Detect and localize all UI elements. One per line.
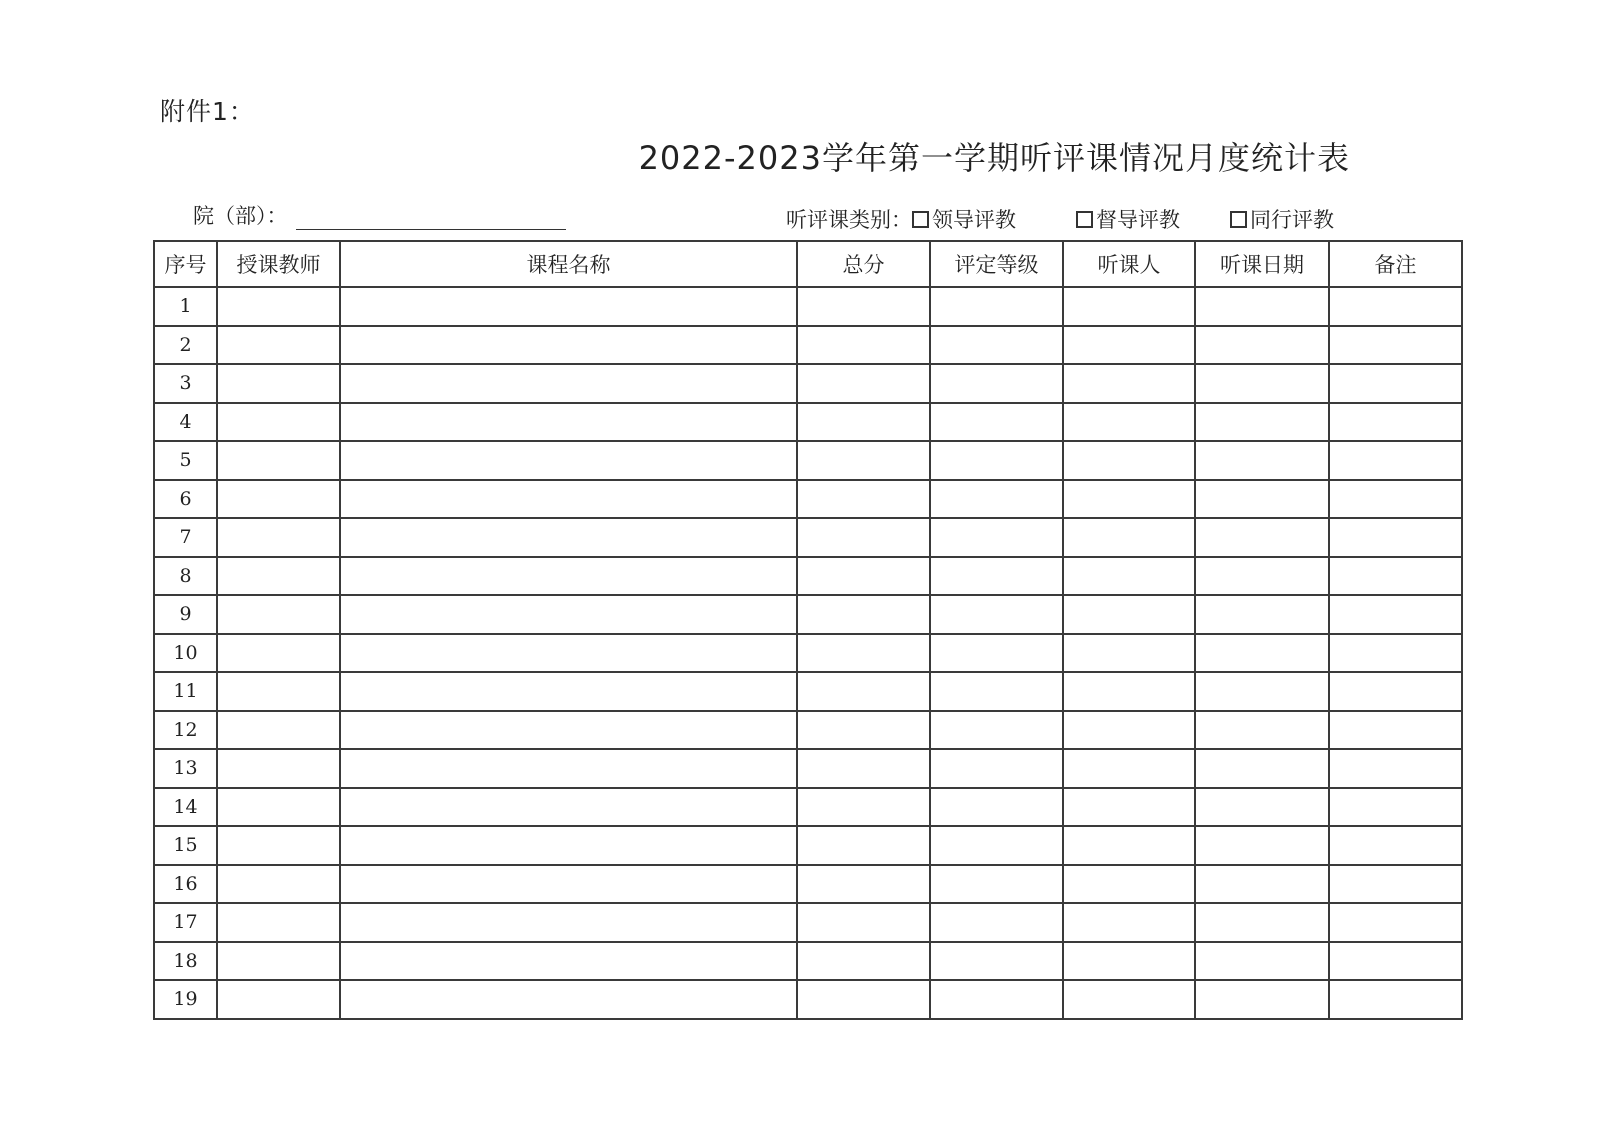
cell-observation-date[interactable]	[1195, 788, 1329, 827]
cell-remarks[interactable]	[1329, 634, 1462, 673]
cell-remarks[interactable]	[1329, 865, 1462, 904]
option-label: 领导评教	[932, 208, 1016, 232]
cell-grade[interactable]	[930, 826, 1063, 865]
cell-course-name[interactable]	[340, 903, 797, 942]
cell-total-score[interactable]	[797, 942, 930, 981]
cell-teacher[interactable]	[217, 749, 340, 788]
table-row	[154, 672, 1462, 711]
cell-total-score[interactable]	[797, 557, 930, 596]
cell-observer[interactable]	[1063, 480, 1195, 519]
cell-course-name[interactable]	[340, 980, 797, 1019]
cell-remarks[interactable]	[1329, 326, 1462, 365]
cell-index: 13	[154, 749, 217, 788]
cell-index: 17	[154, 903, 217, 942]
cell-course-name[interactable]	[340, 788, 797, 827]
cell-observer[interactable]	[1063, 634, 1195, 673]
cell-grade[interactable]	[930, 942, 1063, 981]
cell-teacher[interactable]	[217, 788, 340, 827]
cell-grade[interactable]	[930, 749, 1063, 788]
cell-index: 12	[154, 711, 217, 750]
table-row	[154, 480, 1462, 519]
cell-observation-date[interactable]	[1195, 711, 1329, 750]
cell-observation-date[interactable]	[1195, 403, 1329, 442]
cell-remarks[interactable]	[1329, 749, 1462, 788]
cell-total-score[interactable]	[797, 865, 930, 904]
cell-course-name[interactable]	[340, 480, 797, 519]
cell-course-name[interactable]	[340, 595, 797, 634]
cell-remarks[interactable]	[1329, 518, 1462, 557]
table-row	[154, 403, 1462, 442]
cell-grade[interactable]	[930, 903, 1063, 942]
cell-observation-date[interactable]	[1195, 980, 1329, 1019]
cell-course-name[interactable]	[340, 364, 797, 403]
cell-teacher[interactable]	[217, 634, 340, 673]
cell-observation-date[interactable]	[1195, 518, 1329, 557]
table-row	[154, 518, 1462, 557]
cell-index: 4	[154, 403, 217, 442]
cell-teacher[interactable]	[217, 980, 340, 1019]
cell-grade[interactable]	[930, 326, 1063, 365]
table-row	[154, 364, 1462, 403]
cell-observer[interactable]	[1063, 326, 1195, 365]
cell-remarks[interactable]	[1329, 672, 1462, 711]
cell-index: 16	[154, 865, 217, 904]
cell-total-score[interactable]	[797, 711, 930, 750]
table-row	[154, 711, 1462, 750]
department-label: 院（部）：	[193, 204, 288, 228]
table-row	[154, 942, 1462, 981]
cell-index: 18	[154, 942, 217, 981]
cell-remarks[interactable]	[1329, 595, 1462, 634]
checkbox-icon[interactable]	[1230, 211, 1247, 228]
cell-teacher[interactable]	[217, 287, 340, 326]
table-row	[154, 980, 1462, 1019]
cell-remarks[interactable]	[1329, 557, 1462, 596]
cell-observation-date[interactable]	[1195, 942, 1329, 981]
table-header-row	[154, 241, 1462, 287]
cell-remarks[interactable]	[1329, 364, 1462, 403]
cell-total-score[interactable]	[797, 826, 930, 865]
cell-course-name[interactable]	[340, 634, 797, 673]
cell-grade[interactable]	[930, 595, 1063, 634]
cell-observer[interactable]	[1063, 403, 1195, 442]
category-label: 听评课类别：	[786, 208, 912, 232]
attachment-label: 附件1：	[160, 97, 255, 126]
header-teacher: 授课教师	[217, 241, 340, 287]
cell-total-score[interactable]	[797, 326, 930, 365]
cell-observation-date[interactable]	[1195, 557, 1329, 596]
cell-course-name[interactable]	[340, 518, 797, 557]
page-title: 2022-2023学年第一学期听评课情况月度统计表	[638, 139, 1350, 177]
table-row	[154, 326, 1462, 365]
table-row	[154, 441, 1462, 480]
cell-remarks[interactable]	[1329, 826, 1462, 865]
option-leader-evaluation[interactable]	[912, 204, 1016, 234]
cell-grade[interactable]	[930, 403, 1063, 442]
cell-observation-date[interactable]	[1195, 634, 1329, 673]
cell-grade[interactable]	[930, 557, 1063, 596]
cell-remarks[interactable]	[1329, 903, 1462, 942]
table-row	[154, 865, 1462, 904]
table-row	[154, 557, 1462, 596]
cell-remarks[interactable]	[1329, 403, 1462, 442]
cell-observation-date[interactable]	[1195, 865, 1329, 904]
header-remarks: 备注	[1329, 241, 1462, 287]
option-label: 同行评教	[1250, 208, 1334, 232]
cell-index: 2	[154, 326, 217, 365]
cell-observer[interactable]	[1063, 711, 1195, 750]
cell-observer[interactable]	[1063, 364, 1195, 403]
cell-observer[interactable]	[1063, 749, 1195, 788]
cell-remarks[interactable]	[1329, 480, 1462, 519]
cell-course-name[interactable]	[340, 826, 797, 865]
cell-grade[interactable]	[930, 441, 1063, 480]
cell-index: 15	[154, 826, 217, 865]
cell-course-name[interactable]	[340, 672, 797, 711]
cell-observer[interactable]	[1063, 595, 1195, 634]
cell-grade[interactable]	[930, 672, 1063, 711]
cell-total-score[interactable]	[797, 903, 930, 942]
cell-observer[interactable]	[1063, 826, 1195, 865]
cell-index: 10	[154, 634, 217, 673]
cell-index: 7	[154, 518, 217, 557]
option-supervisor-evaluation[interactable]	[1076, 204, 1180, 234]
cell-observation-date[interactable]	[1195, 903, 1329, 942]
cell-index: 14	[154, 788, 217, 827]
cell-total-score[interactable]	[797, 364, 930, 403]
cell-index: 1	[154, 287, 217, 326]
cell-remarks[interactable]	[1329, 788, 1462, 827]
cell-total-score[interactable]	[797, 403, 930, 442]
table-row	[154, 903, 1462, 942]
cell-course-name[interactable]	[340, 287, 797, 326]
option-label: 督导评教	[1096, 208, 1180, 232]
cell-teacher[interactable]	[217, 480, 340, 519]
cell-total-score[interactable]	[797, 749, 930, 788]
cell-observer[interactable]	[1063, 287, 1195, 326]
category-selector	[786, 204, 1334, 234]
cell-total-score[interactable]	[797, 980, 930, 1019]
cell-grade[interactable]	[930, 865, 1063, 904]
cell-teacher[interactable]	[217, 364, 340, 403]
cell-observation-date[interactable]	[1195, 826, 1329, 865]
cell-teacher[interactable]	[217, 595, 340, 634]
cell-observation-date[interactable]	[1195, 595, 1329, 634]
cell-grade[interactable]	[930, 364, 1063, 403]
cell-observer[interactable]	[1063, 903, 1195, 942]
header-grade: 评定等级	[930, 241, 1063, 287]
statistics-table	[153, 240, 1463, 1020]
table-row	[154, 749, 1462, 788]
cell-observation-date[interactable]	[1195, 326, 1329, 365]
cell-observation-date[interactable]	[1195, 364, 1329, 403]
cell-observer[interactable]	[1063, 788, 1195, 827]
cell-teacher[interactable]	[217, 403, 340, 442]
cell-total-score[interactable]	[797, 480, 930, 519]
department-blank-line[interactable]	[296, 205, 566, 230]
cell-total-score[interactable]	[797, 287, 930, 326]
cell-observation-date[interactable]	[1195, 287, 1329, 326]
cell-observation-date[interactable]	[1195, 749, 1329, 788]
cell-total-score[interactable]	[797, 788, 930, 827]
cell-index: 19	[154, 980, 217, 1019]
cell-remarks[interactable]	[1329, 287, 1462, 326]
header-observer: 听课人	[1063, 241, 1195, 287]
cell-course-name[interactable]	[340, 749, 797, 788]
header-total-score: 总分	[797, 241, 930, 287]
cell-observation-date[interactable]	[1195, 480, 1329, 519]
header-index: 序号	[154, 241, 217, 287]
table-row	[154, 595, 1462, 634]
cell-observation-date[interactable]	[1195, 672, 1329, 711]
department-field	[193, 200, 566, 230]
cell-course-name[interactable]	[340, 711, 797, 750]
cell-index: 11	[154, 672, 217, 711]
cell-observer[interactable]	[1063, 518, 1195, 557]
cell-teacher[interactable]	[217, 826, 340, 865]
checkbox-icon[interactable]	[912, 211, 929, 228]
cell-observer[interactable]	[1063, 980, 1195, 1019]
cell-teacher[interactable]	[217, 903, 340, 942]
cell-observation-date[interactable]	[1195, 441, 1329, 480]
header-observation-date: 听课日期	[1195, 241, 1329, 287]
cell-course-name[interactable]	[340, 441, 797, 480]
cell-index: 6	[154, 480, 217, 519]
table-row	[154, 634, 1462, 673]
cell-grade[interactable]	[930, 480, 1063, 519]
cell-grade[interactable]	[930, 980, 1063, 1019]
cell-teacher[interactable]	[217, 557, 340, 596]
cell-grade[interactable]	[930, 518, 1063, 557]
cell-observer[interactable]	[1063, 672, 1195, 711]
option-peer-evaluation[interactable]	[1230, 204, 1334, 234]
cell-observer[interactable]	[1063, 865, 1195, 904]
cell-teacher[interactable]	[217, 441, 340, 480]
table-row	[154, 826, 1462, 865]
cell-observer[interactable]	[1063, 441, 1195, 480]
cell-teacher[interactable]	[217, 865, 340, 904]
cell-index: 8	[154, 557, 217, 596]
cell-teacher[interactable]	[217, 518, 340, 557]
checkbox-icon[interactable]	[1076, 211, 1093, 228]
cell-teacher[interactable]	[217, 672, 340, 711]
cell-index: 9	[154, 595, 217, 634]
cell-observer[interactable]	[1063, 942, 1195, 981]
cell-teacher[interactable]	[217, 942, 340, 981]
cell-remarks[interactable]	[1329, 711, 1462, 750]
cell-teacher[interactable]	[217, 711, 340, 750]
cell-total-score[interactable]	[797, 595, 930, 634]
cell-course-name[interactable]	[340, 403, 797, 442]
cell-course-name[interactable]	[340, 557, 797, 596]
cell-remarks[interactable]	[1329, 441, 1462, 480]
cell-teacher[interactable]	[217, 326, 340, 365]
cell-grade[interactable]	[930, 788, 1063, 827]
cell-index: 5	[154, 441, 217, 480]
cell-total-score[interactable]	[797, 441, 930, 480]
cell-course-name[interactable]	[340, 865, 797, 904]
cell-course-name[interactable]	[340, 942, 797, 981]
header-course-name: 课程名称	[340, 241, 797, 287]
cell-course-name[interactable]	[340, 326, 797, 365]
table-row	[154, 788, 1462, 827]
cell-grade[interactable]	[930, 634, 1063, 673]
cell-total-score[interactable]	[797, 518, 930, 557]
cell-total-score[interactable]	[797, 672, 930, 711]
cell-grade[interactable]	[930, 287, 1063, 326]
cell-remarks[interactable]	[1329, 980, 1462, 1019]
cell-index: 3	[154, 364, 217, 403]
cell-observer[interactable]	[1063, 557, 1195, 596]
table-row	[154, 287, 1462, 326]
cell-remarks[interactable]	[1329, 942, 1462, 981]
cell-total-score[interactable]	[797, 634, 930, 673]
cell-grade[interactable]	[930, 711, 1063, 750]
